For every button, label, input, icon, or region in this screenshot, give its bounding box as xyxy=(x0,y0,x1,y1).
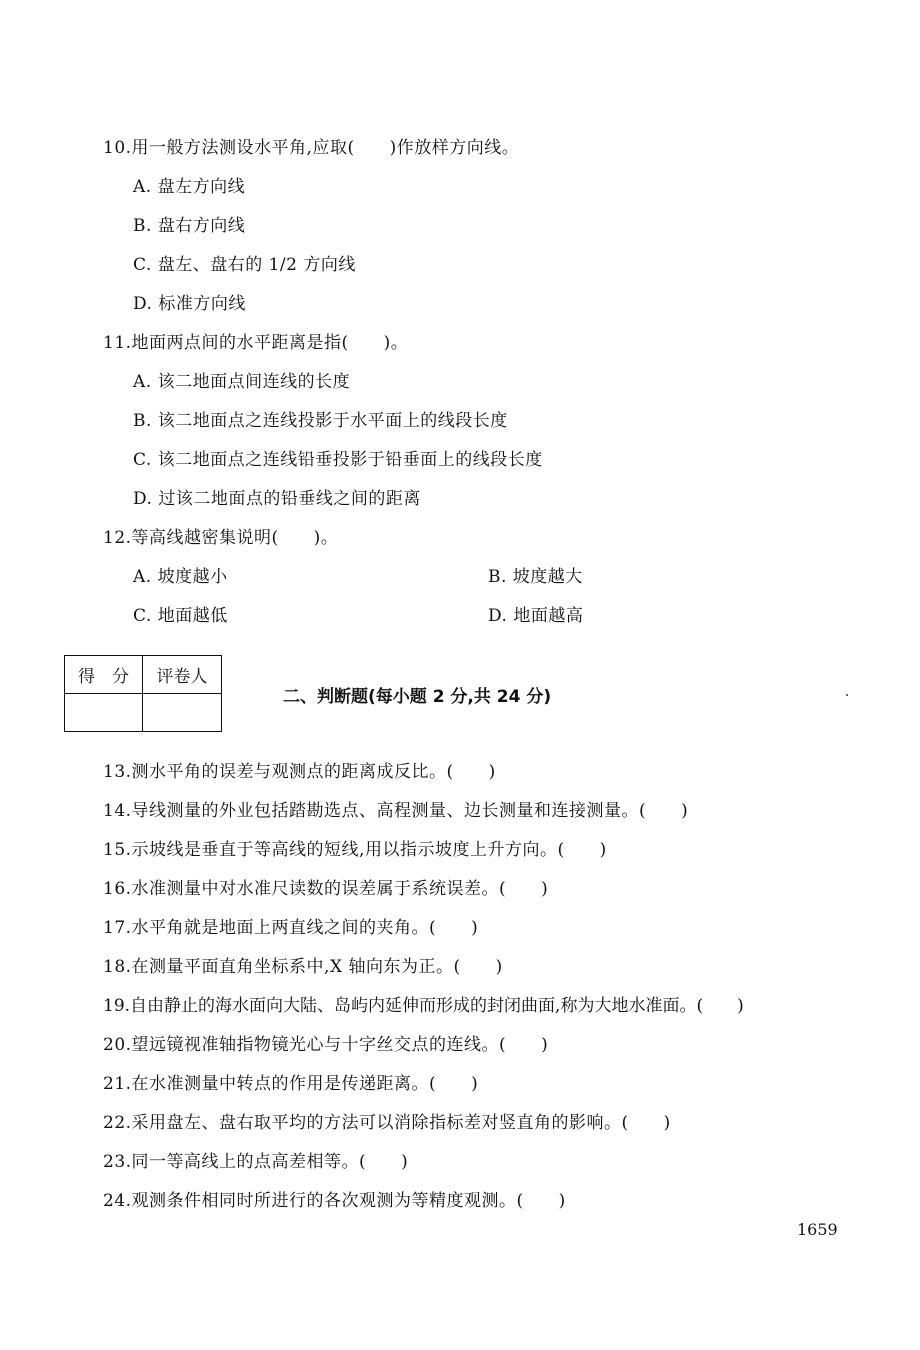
question-10-option-c: C. 盘左、盘右的 1/2 方向线 xyxy=(133,255,356,275)
question-11-option-d: D. 过该二地面点的铅垂线之间的距离 xyxy=(133,489,421,509)
judgment-item-21: 21.在水准测量中转点的作用是传递距离。( ) xyxy=(103,1074,479,1094)
judgment-item-24: 24.观测条件相同时所进行的各次观测为等精度观测。( ) xyxy=(103,1191,566,1211)
judgment-item-19: 19.自由静止的海水面向大陆、岛屿内延伸而形成的封闭曲面,称为大地水准面。( ) xyxy=(103,996,744,1016)
judgment-item-17: 17.水平角就是地面上两直线之间的夹角。( ) xyxy=(103,918,479,938)
question-10-option-b: B. 盘右方向线 xyxy=(133,216,246,236)
question-11-option-c: C. 该二地面点之连线铅垂投影于铅垂面上的线段长度 xyxy=(133,450,543,470)
stray-dot xyxy=(846,694,848,696)
score-table xyxy=(64,655,222,732)
judgment-item-13: 13.测水平角的误差与观测点的距离成反比。( ) xyxy=(103,762,496,782)
question-12-option-b: B. 坡度越大 xyxy=(488,567,583,587)
question-12-option-c: C. 地面越低 xyxy=(133,606,228,626)
judgment-item-15: 15.示坡线是垂直于等高线的短线,用以指示坡度上升方向。( ) xyxy=(103,840,607,860)
judgment-item-20: 20.望远镜视准轴指物镜光心与十字丝交点的连线。( ) xyxy=(103,1035,549,1055)
question-11-option-b: B. 该二地面点之连线投影于水平面上的线段长度 xyxy=(133,411,508,431)
judgment-item-14: 14.导线测量的外业包括踏勘选点、高程测量、边长测量和连接测量。( ) xyxy=(103,801,689,821)
question-10-option-a: A. 盘左方向线 xyxy=(133,177,246,197)
grader-label: 评卷人 xyxy=(143,656,222,694)
score-label: 得 分 xyxy=(65,656,143,694)
judgment-item-22: 22.采用盘左、盘右取平均的方法可以消除指标差对竖直角的影响。( ) xyxy=(103,1113,671,1133)
judgment-item-18: 18.在测量平面直角坐标系中,X 轴向东为正。( ) xyxy=(103,957,503,977)
judgment-item-23: 23.同一等高线上的点高差相等。( ) xyxy=(103,1152,409,1172)
question-12-option-d: D. 地面越高 xyxy=(488,606,584,626)
question-10-stem: 10.用一般方法测设水平角,应取( )作放样方向线。 xyxy=(103,138,520,158)
section-2-title: 二、判断题(每小题 2 分,共 24 分) xyxy=(283,687,552,707)
question-11-stem: 11.地面两点间的水平距离是指( )。 xyxy=(103,333,409,353)
grader-cell[interactable] xyxy=(143,694,222,732)
question-12-option-a: A. 坡度越小 xyxy=(133,567,228,587)
page-number: 1659 xyxy=(797,1220,838,1239)
question-12-stem: 12.等高线越密集说明( )。 xyxy=(103,528,339,548)
question-10-option-d: D. 标准方向线 xyxy=(133,294,246,314)
judgment-item-16: 16.水准测量中对水准尺读数的误差属于系统误差。( ) xyxy=(103,879,549,899)
score-cell[interactable] xyxy=(65,694,143,732)
question-11-option-a: A. 该二地面点间连线的长度 xyxy=(133,372,351,392)
